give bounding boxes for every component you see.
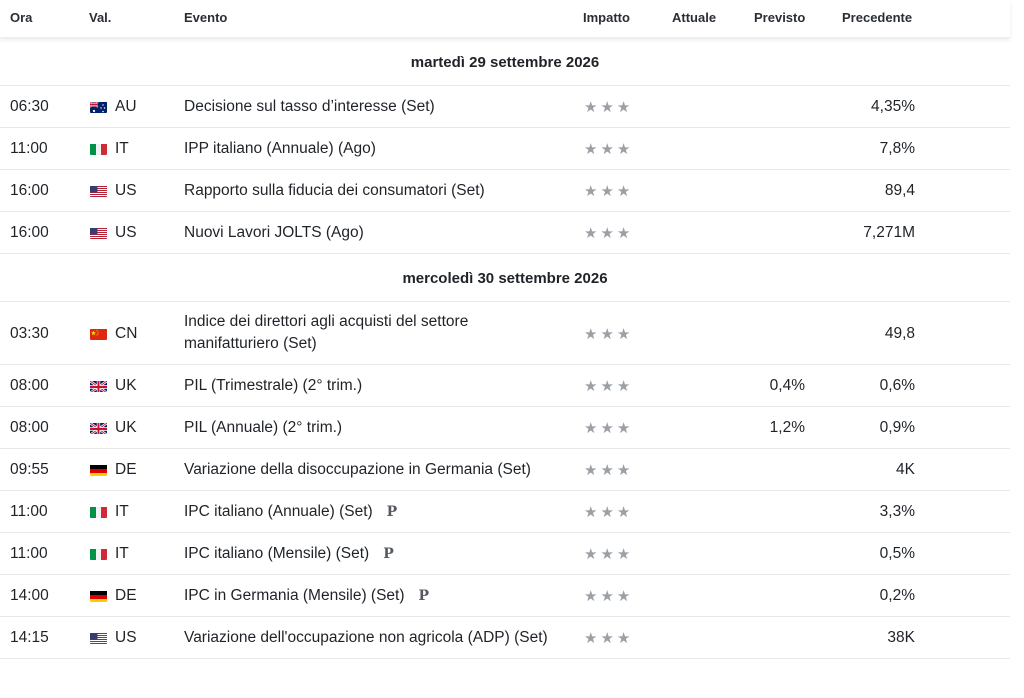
column-header-forecast[interactable]: Previsto bbox=[754, 10, 806, 25]
impact-stars-icon: ★★★ bbox=[584, 504, 634, 521]
event-name[interactable] bbox=[184, 180, 564, 202]
table-row[interactable] bbox=[0, 128, 1010, 170]
preliminary-icon[interactable]: P bbox=[386, 504, 398, 520]
previous-value: 4K bbox=[896, 461, 915, 478]
flag-it-icon bbox=[90, 548, 107, 560]
date-row bbox=[0, 254, 1010, 302]
currency-code: CN bbox=[115, 325, 138, 342]
event-name[interactable] bbox=[184, 417, 564, 439]
event-name-text[interactable]: IPP italiano (Annuale) (Ago) bbox=[184, 140, 376, 157]
flag-uk-icon bbox=[90, 422, 107, 434]
impact-stars-icon: ★★★ bbox=[584, 141, 634, 158]
impact-stars-icon: ★★★ bbox=[584, 326, 634, 343]
event-name[interactable] bbox=[184, 459, 564, 481]
event-name-text[interactable]: Variazione dell'occupazione non agricola (ADP) (Set) bbox=[184, 629, 548, 646]
event-name[interactable] bbox=[184, 96, 564, 118]
event-time: 08:00 bbox=[10, 377, 49, 394]
table-row[interactable] bbox=[0, 212, 1010, 254]
currency-code: IT bbox=[115, 140, 129, 157]
previous-value: 7,271M bbox=[863, 224, 915, 241]
table-row[interactable] bbox=[0, 302, 1010, 365]
flag-us-icon bbox=[90, 185, 107, 197]
column-header-time[interactable]: Ora bbox=[10, 10, 33, 25]
currency-code: US bbox=[115, 182, 137, 199]
impact-stars-icon: ★★★ bbox=[584, 99, 634, 116]
event-name-text[interactable]: IPC italiano (Mensile) (Set) bbox=[184, 545, 370, 562]
date-heading: martedì 29 settembre 2026 bbox=[410, 54, 600, 71]
flag-de-icon bbox=[90, 464, 107, 476]
event-name[interactable] bbox=[184, 375, 564, 397]
currency-code: DE bbox=[115, 587, 137, 604]
flag-cn-icon bbox=[90, 328, 107, 340]
event-time: 16:00 bbox=[10, 224, 49, 241]
event-name-text[interactable]: PIL (Annuale) (2° trim.) bbox=[184, 419, 343, 436]
preliminary-icon[interactable]: P bbox=[418, 588, 430, 604]
table-header bbox=[0, 0, 1010, 38]
previous-value: 0,5% bbox=[879, 545, 915, 562]
event-time: 09:55 bbox=[10, 461, 49, 478]
flag-us-icon bbox=[90, 227, 107, 239]
currency-code: US bbox=[115, 224, 137, 241]
event-name-text[interactable]: Indice dei direttori agli acquisti del settore manifatturiero (Set) bbox=[184, 313, 469, 352]
previous-value: 0,9% bbox=[879, 419, 915, 436]
event-time: 14:15 bbox=[10, 629, 49, 646]
previous-value: 7,8% bbox=[879, 140, 915, 157]
event-time: 03:30 bbox=[10, 325, 49, 342]
impact-stars-icon: ★★★ bbox=[584, 462, 634, 479]
column-header-currency[interactable]: Val. bbox=[89, 10, 112, 25]
table-row[interactable] bbox=[0, 533, 1010, 575]
previous-value: 38K bbox=[887, 629, 915, 646]
currency-code: UK bbox=[115, 419, 137, 436]
forecast-value: 1,2% bbox=[769, 419, 805, 436]
table-row[interactable] bbox=[0, 365, 1010, 407]
event-time: 11:00 bbox=[10, 503, 48, 520]
event-time: 06:30 bbox=[10, 98, 49, 115]
event-name[interactable] bbox=[184, 543, 564, 565]
flag-it-icon bbox=[90, 143, 107, 155]
event-name[interactable] bbox=[184, 222, 564, 244]
date-heading: mercoledì 30 settembre 2026 bbox=[402, 270, 608, 287]
flag-it-icon bbox=[90, 506, 107, 518]
event-name[interactable] bbox=[184, 585, 564, 607]
impact-stars-icon: ★★★ bbox=[584, 378, 634, 395]
previous-value: 3,3% bbox=[879, 503, 915, 520]
table-row[interactable] bbox=[0, 86, 1010, 128]
previous-value: 89,4 bbox=[884, 182, 915, 199]
event-name-text[interactable]: Rapporto sulla fiducia dei consumatori (Set) bbox=[184, 182, 485, 199]
event-time: 16:00 bbox=[10, 182, 49, 199]
event-name[interactable] bbox=[184, 311, 529, 355]
impact-stars-icon: ★★★ bbox=[584, 420, 634, 437]
currency-code: AU bbox=[115, 98, 137, 115]
table-row[interactable] bbox=[0, 449, 1010, 491]
impact-stars-icon: ★★★ bbox=[584, 588, 634, 605]
impact-stars-icon: ★★★ bbox=[584, 630, 634, 647]
previous-value: 0,2% bbox=[879, 587, 915, 604]
previous-value: 49,8 bbox=[884, 325, 915, 342]
event-name-text[interactable]: PIL (Trimestrale) (2° trim.) bbox=[184, 377, 363, 394]
economic-calendar-table bbox=[0, 38, 1010, 659]
event-name-text[interactable]: IPC in Germania (Mensile) (Set) bbox=[184, 587, 405, 604]
table-row[interactable] bbox=[0, 491, 1010, 533]
currency-code: US bbox=[115, 629, 137, 646]
column-header-impact[interactable]: Impatto bbox=[583, 10, 630, 25]
impact-stars-icon: ★★★ bbox=[584, 546, 634, 563]
previous-value: 0,6% bbox=[879, 377, 915, 394]
flag-de-icon bbox=[90, 590, 107, 602]
forecast-value: 0,4% bbox=[769, 377, 805, 394]
column-header-previous[interactable]: Precedente bbox=[842, 10, 913, 25]
event-name[interactable] bbox=[184, 138, 564, 160]
event-name-text[interactable]: Decisione sul tasso d’interesse (Set) bbox=[184, 98, 435, 115]
table-row[interactable] bbox=[0, 575, 1010, 617]
currency-code: UK bbox=[115, 377, 137, 394]
previous-value: 4,35% bbox=[871, 98, 915, 115]
date-row bbox=[0, 38, 1010, 86]
event-name-text[interactable]: Variazione della disoccupazione in Germania (Set) bbox=[184, 461, 531, 478]
currency-code: DE bbox=[115, 461, 137, 478]
preliminary-icon[interactable]: P bbox=[383, 546, 394, 562]
event-name[interactable] bbox=[184, 501, 564, 523]
currency-code: IT bbox=[115, 503, 129, 520]
flag-uk-icon bbox=[90, 380, 107, 392]
table-row[interactable] bbox=[0, 170, 1010, 212]
impact-stars-icon: ★★★ bbox=[584, 225, 634, 242]
table-row[interactable] bbox=[0, 407, 1010, 449]
event-time: 14:00 bbox=[10, 587, 49, 604]
event-name-text[interactable]: IPC italiano (Annuale) (Set) bbox=[184, 503, 373, 520]
event-time: 11:00 bbox=[10, 140, 48, 157]
impact-stars-icon: ★★★ bbox=[584, 183, 634, 200]
column-header-actual[interactable]: Attuale bbox=[672, 10, 717, 25]
currency-code: IT bbox=[115, 545, 129, 562]
flag-us-icon bbox=[90, 632, 107, 644]
event-name-text[interactable]: Nuovi Lavori JOLTS (Ago) bbox=[184, 224, 364, 241]
event-name[interactable] bbox=[184, 627, 564, 649]
flag-au-icon bbox=[90, 101, 107, 113]
column-header-event[interactable]: Evento bbox=[184, 10, 228, 25]
event-time: 08:00 bbox=[10, 419, 49, 436]
event-time: 11:00 bbox=[10, 545, 48, 562]
table-row[interactable] bbox=[0, 617, 1010, 659]
